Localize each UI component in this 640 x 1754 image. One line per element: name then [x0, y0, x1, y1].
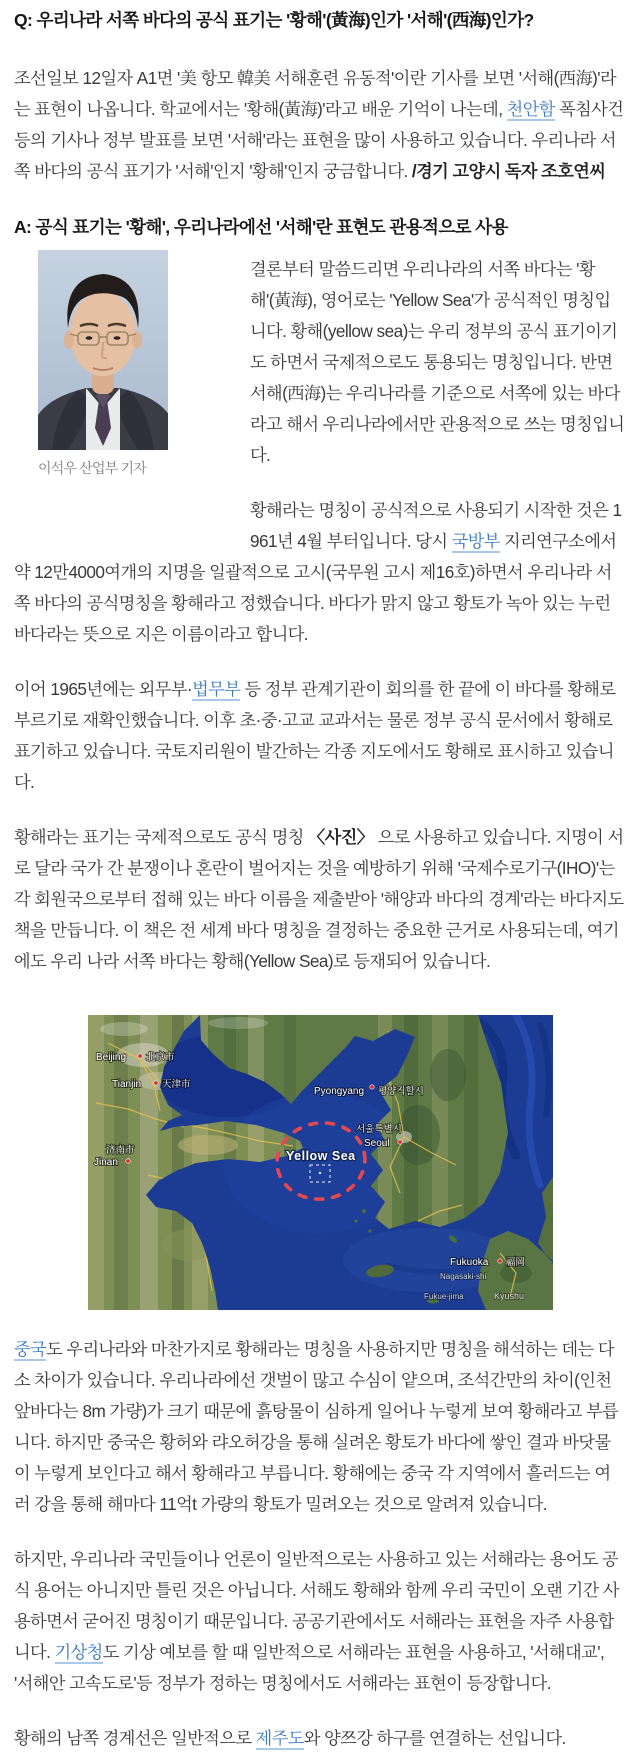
label-tianjin-cn: 天津市 — [162, 1079, 191, 1090]
text-run: 하지만, 우리나라 국민들이나 언론이 일반적으로는 사용하고 있는 서해라는 용어도 공식 용어는 아니지만 틀린 것은 아닙니다. 서해도 황해와 함께 우리 국민이 오랜 기간 사용하면서 굳어진 명칭이기 때문입니다. 공공기관에서도 서해라는 표현을 자주 사용합니다. — [14, 1549, 619, 1662]
text-run: 조선일보 12일자 A1면 '美 항모 韓美 서해훈련 유동적'이란 기사를 보면 '서해(西海)'라는 표현이 나옵니다. 학교에서는 '황해(黃海)'라고 배운 기억이 나는데, — [14, 68, 617, 119]
inline-link[interactable]: 기상청 — [54, 1642, 103, 1662]
inline-link[interactable]: 중국 — [14, 1339, 47, 1359]
bold-text-run: /경기 고양시 독자 조호연씨 — [411, 161, 606, 181]
text-run: 등 정부 관계기관이 회의를 한 끝에 이 바다를 황해로 부르기로 재확인했습니다. 이후 초·중·고교 교과서는 물론 정부 공식 문서에서 황해로 표기하고 있습니다. 국토지리원이 발간하는 각종 지도에서도 황해로 표시하고 있습니다. — [14, 679, 616, 792]
seohae-usage-paragraph — [14, 1544, 626, 1699]
label-jinan-cn: 济南市 — [106, 1145, 135, 1156]
international-paragraph — [14, 822, 626, 977]
text-run: 황해의 남쪽 경계선은 일반적으로 — [14, 1728, 256, 1748]
naming-history-paragraph — [14, 495, 626, 650]
text-run: 으로 사용하고 있습니다. 지명이 서로 달라 국가 간 분쟁이나 혼란이 벌어지는 것을 예방하기 위해 '국제수로기구(IHO)'는 각 회원국으로부터 접해 있는 바다 이름을 제출받아 '해양과 바다의 경계'라는 바다지도책을 만듭니다. 이 책은 전 세계 바다 명칭을 결정하는 중요한 근거로 사용되는데, 여기에도 우리 나라 서쪽 바다는 황해(Yellow Sea)로 등재되어 있습니다. — [14, 827, 624, 971]
label-nagasaki: Nagasaki-shi — [440, 1272, 487, 1281]
answer-heading: A: 공식 표기는 '황해', 우리나라에선 '서해'란 표현도 관용적으로 사용 — [14, 217, 508, 237]
label-seoul: Seoul — [364, 1138, 390, 1149]
southern-boundary-paragraph — [14, 1723, 626, 1754]
yellow-sea-map-figure — [88, 1015, 553, 1310]
yellow-sea-map — [88, 1015, 553, 1310]
reaffirmation-paragraph — [14, 674, 626, 798]
label-kyushu: Kyushu — [494, 1291, 525, 1301]
text-run: 도 기상 예보를 할 때 일반적으로 서해라는 표현을 사용하고, '서해대교', '서해안 고속도로'등 정부가 정하는 명칭에서도 서해라는 표현이 등장합니다. — [14, 1642, 605, 1693]
label-beijing-cn: 北京市 — [146, 1052, 175, 1063]
label-fukuoka: Fukuoka — [450, 1257, 489, 1268]
question-paragraph — [14, 63, 626, 187]
text-run: 와 양쯔강 하구를 연결하는 선입니다. — [303, 1728, 566, 1748]
inline-link[interactable]: 천안함 — [506, 99, 555, 119]
text-run: 황해라는 명칭이 공식적으로 사용되기 시작한 것은 1961년 4월 부터입니다. 당시 — [250, 500, 622, 551]
label-tianjin: Tianjin — [112, 1079, 142, 1090]
label-jinan: Jinan — [94, 1157, 118, 1168]
text-run: 폭침사건 등의 기사나 정부 발표를 보면 '서해'라는 표현을 많이 사용하고 있습니다. 우리나라 서쪽 바다의 공식 표기가 '서해'인지 '황해'인지 궁금합니다. — [14, 99, 624, 181]
inline-link[interactable]: 국방부 — [451, 531, 500, 551]
text-run: 지리연구소에서 약 12만4000여개의 지명을 일괄적으로 고시(국무원 고시 제16호)하면서 우리나라 서쪽 바다의 공식명칭을 황해라고 정했습니다. 바다가 맑지 않고 황토가 녹아 있는 누런 바다라는 뜻으로 지은 이름이라고 합니다. — [14, 531, 617, 644]
text-run: 이어 1965년에는 외무부· — [14, 679, 193, 699]
text-run: 황해라는 표기는 국제적으로도 공식 명칭 — [14, 827, 309, 847]
question-heading: Q: 우리나라 서쪽 바다의 공식 표기는 '황해'(黃海)인가 '서해'(西海)인가? — [14, 10, 534, 30]
label-pyongyang: Pyongyang — [314, 1086, 365, 1097]
label-pyongyang-kr: 평양직할시 — [378, 1086, 424, 1097]
china-view-paragraph — [14, 1334, 626, 1520]
label-seoul-kr: 서울특별시 — [356, 1124, 402, 1135]
reporter-photo — [38, 250, 168, 450]
label-yellow-sea: Yellow Sea — [286, 1149, 356, 1163]
bold-text-run: 〈사진〉 — [308, 827, 374, 847]
inline-link[interactable]: 제주도 — [255, 1728, 304, 1748]
label-fukue: Fukue-jima — [424, 1292, 464, 1301]
reporter-caption: 이석우 산업부 기자 — [38, 460, 146, 476]
text-run: 결론부터 말씀드리면 우리나라의 서쪽 바다는 '황해'(黃海), 영어로는 'Yellow Sea'가 공식적인 명칭입니다. 황해(yellow sea)는 우리 정부의 공식 표기이기도 하면서 국제적으로도 통용되는 명칭입니다. 반면 서해(西海)는 우리나라를 기준으로 서쪽에 있는 바다라고 해서 우리나라에서만 관용적으로 쓰는 명칭입니다. — [250, 259, 625, 465]
inline-link[interactable]: 법무부 — [192, 679, 241, 699]
text-run: 도 우리나라와 마찬가지로 황해라는 명칭을 사용하지만 명칭을 해석하는 데는 다소 차이가 있습니다. 우리나라에선 갯벌이 많고 수심이 얕으며, 조석간만의 차이(인천 앞바다는 8m 가량)가 크기 때문에 흙탕물이 심하게 일어나 누렇게 보여 황해라고 부릅니다. 하지만 중국은 황허와 랴오허강을 통해 실려온 황토가 바다에 쌓인 결과 바닷물이 누렇게 보인다고 해서 황해라고 부릅니다. 황해에는 중국 각 지역에서 흘러드는 여러 강을 통해 해마다 11억t 가량의 황토가 밀려오는 것으로 알려져 있습니다. — [14, 1339, 619, 1514]
reporter-figure — [38, 250, 168, 478]
label-fukuoka-jp: 福岡 — [506, 1257, 526, 1268]
label-beijing: Beijing — [96, 1052, 127, 1063]
